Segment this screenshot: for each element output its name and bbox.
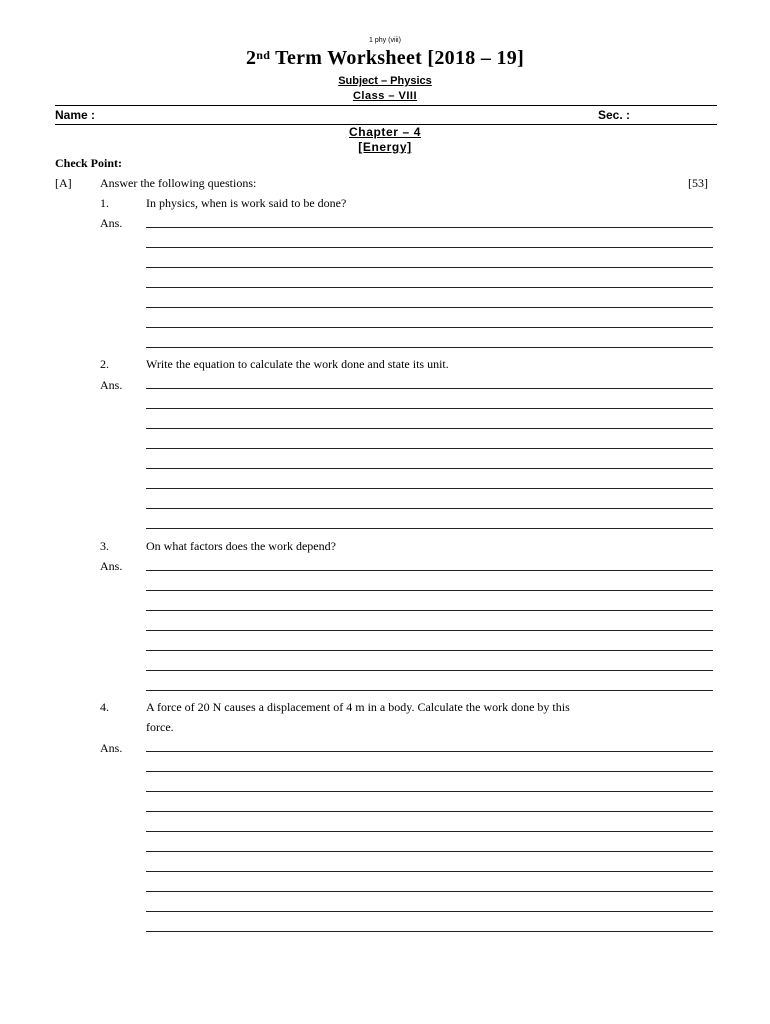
question-number: 2. bbox=[100, 357, 109, 371]
answer-line[interactable] bbox=[146, 690, 713, 691]
answer-line[interactable] bbox=[146, 751, 713, 752]
question-number: 3. bbox=[100, 539, 109, 553]
question-text: A force of 20 N causes a displacement of 4 m in a body. Calculate the work done by this bbox=[146, 700, 570, 714]
section-label: Sec. : bbox=[598, 108, 631, 122]
section-label-a: [A] bbox=[55, 176, 72, 190]
answer-line[interactable] bbox=[146, 347, 713, 348]
question-text: On what factors does the work depend? bbox=[146, 539, 336, 553]
section-instruction: Answer the following questions: bbox=[100, 176, 257, 190]
answer-label: Ans. bbox=[100, 741, 123, 755]
answer-line[interactable] bbox=[146, 388, 713, 389]
title-text: Term Worksheet [2018 – 19] bbox=[270, 47, 525, 69]
answer-line[interactable] bbox=[146, 428, 713, 429]
class-heading: Class – VIII bbox=[352, 90, 418, 102]
answer-line[interactable] bbox=[146, 227, 713, 228]
answer-line[interactable] bbox=[146, 287, 713, 288]
answer-line[interactable] bbox=[146, 791, 713, 792]
answer-line[interactable] bbox=[146, 327, 713, 328]
answer-line[interactable] bbox=[146, 307, 713, 308]
answer-line[interactable] bbox=[146, 488, 713, 489]
answer-line[interactable] bbox=[146, 670, 713, 671]
answer-line[interactable] bbox=[146, 831, 713, 832]
question-number: 4. bbox=[100, 700, 109, 714]
name-label: Name : bbox=[55, 108, 96, 122]
answer-line[interactable] bbox=[146, 610, 713, 611]
question-text: Write the equation to calculate the work done and state its unit. bbox=[146, 357, 449, 371]
worksheet-title bbox=[0, 47, 770, 70]
answer-line[interactable] bbox=[146, 630, 713, 631]
answer-line[interactable] bbox=[146, 590, 713, 591]
title-number: 2 bbox=[245, 47, 257, 69]
answer-label: Ans. bbox=[100, 559, 123, 573]
question-text-continued: force. bbox=[146, 720, 174, 734]
page-code: 1 phy (viii) bbox=[369, 37, 401, 44]
answer-label: Ans. bbox=[100, 216, 123, 230]
chapter-topic: [Energy] bbox=[358, 140, 412, 154]
question-text: In physics, when is work said to be done? bbox=[146, 196, 347, 210]
chapter-heading: Chapter – 4 bbox=[349, 125, 421, 139]
answer-line[interactable] bbox=[146, 911, 713, 912]
answer-line[interactable] bbox=[146, 871, 713, 872]
answer-line[interactable] bbox=[146, 891, 713, 892]
answer-line[interactable] bbox=[146, 408, 713, 409]
section-marks: [53] bbox=[688, 176, 708, 190]
checkpoint-heading: Check Point: bbox=[55, 156, 122, 170]
answer-line[interactable] bbox=[146, 931, 713, 932]
answer-label: Ans. bbox=[100, 378, 123, 392]
title-ordinal: nd bbox=[256, 48, 271, 62]
answer-line[interactable] bbox=[146, 570, 713, 571]
answer-line[interactable] bbox=[146, 448, 713, 449]
answer-line[interactable] bbox=[146, 811, 713, 812]
answer-line[interactable] bbox=[146, 650, 713, 651]
top-divider bbox=[55, 105, 717, 106]
question-number: 1. bbox=[100, 196, 109, 210]
answer-line[interactable] bbox=[146, 528, 713, 529]
answer-line[interactable] bbox=[146, 468, 713, 469]
answer-line[interactable] bbox=[146, 851, 713, 852]
subject-heading: Subject – Physics bbox=[338, 75, 432, 87]
answer-line[interactable] bbox=[146, 247, 713, 248]
answer-line[interactable] bbox=[146, 267, 713, 268]
answer-line[interactable] bbox=[146, 508, 713, 509]
answer-line[interactable] bbox=[146, 771, 713, 772]
